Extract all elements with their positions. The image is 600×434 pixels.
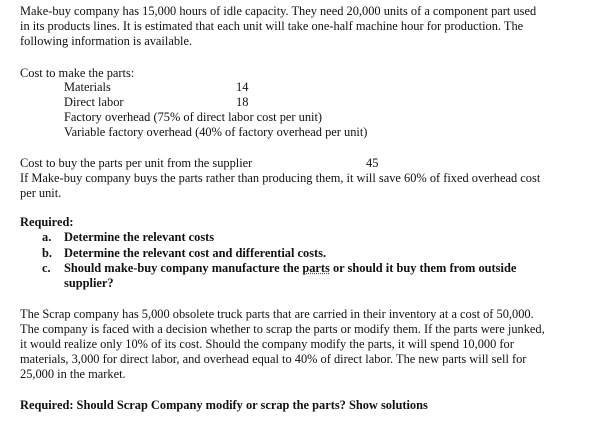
scrap-line-3: it would realize only 10% of its cost. Should the company modify the parts, it will spend 10,000 for xyxy=(20,337,514,351)
required-a-marker: a. xyxy=(42,230,52,244)
intro-line-2: in its products lines. It is estimated that each unit will take one-half machine hour for production. The xyxy=(20,19,524,33)
required-c-post: or should it buy them from outside xyxy=(329,261,517,275)
scrap-line-4: materials, 3,000 for direct labor, and overhead equal to 40% of direct labor. The new parts will sell for xyxy=(20,352,527,366)
scrap-line-1: The Scrap company has 5,000 obsolete truck parts that are carried in their inventory at a cost of 50,000. xyxy=(20,307,534,321)
required-c-text-line-2: supplier? xyxy=(64,276,114,290)
intro-line-3: following information is available. xyxy=(20,34,193,48)
savings-note-line-1: If Make-buy company buys the parts rather than producing them, it will save 60% of fixed overhead cost xyxy=(20,171,541,185)
intro-line-1: Make-buy company has 15,000 hours of idle capacity. They need 20,000 units of a component part used xyxy=(20,4,537,18)
parts-underlined-word: parts xyxy=(302,261,330,275)
required-b-text: Determine the relevant cost and differential costs. xyxy=(64,246,327,260)
materials-value: 14 xyxy=(236,80,249,94)
savings-note-line-2: per unit. xyxy=(20,186,62,200)
variable-overhead-label: Variable factory overhead (40% of factory overhead per unit) xyxy=(64,125,368,139)
materials-label: Materials xyxy=(64,80,111,94)
scrap-line-5: 25,000 in the market. xyxy=(20,367,126,381)
required-c-marker: c. xyxy=(42,261,51,275)
required-c-text-line-1 xyxy=(64,261,516,276)
required-b-marker: b. xyxy=(42,246,52,260)
required-a-text: Determine the relevant costs xyxy=(64,230,215,244)
required-scrap-question: Required: Should Scrap Company modify or scrap the parts? Show solutions xyxy=(20,398,428,412)
buy-cost-label: Cost to buy the parts per unit from the supplier xyxy=(20,156,253,170)
scrap-line-2: The company is faced with a decision whether to scrap the parts or modify them. If the parts were junked, xyxy=(20,322,545,336)
direct-labor-value: 18 xyxy=(236,95,249,109)
direct-labor-label: Direct labor xyxy=(64,95,124,109)
buy-cost-value: 45 xyxy=(366,156,379,170)
factory-overhead-label: Factory overhead (75% of direct labor cost per unit) xyxy=(64,110,323,124)
required-heading: Required: xyxy=(20,215,74,229)
required-c-pre: Should make-buy company manufacture the xyxy=(64,261,303,275)
make-costs-heading: Cost to make the parts: xyxy=(20,66,135,80)
